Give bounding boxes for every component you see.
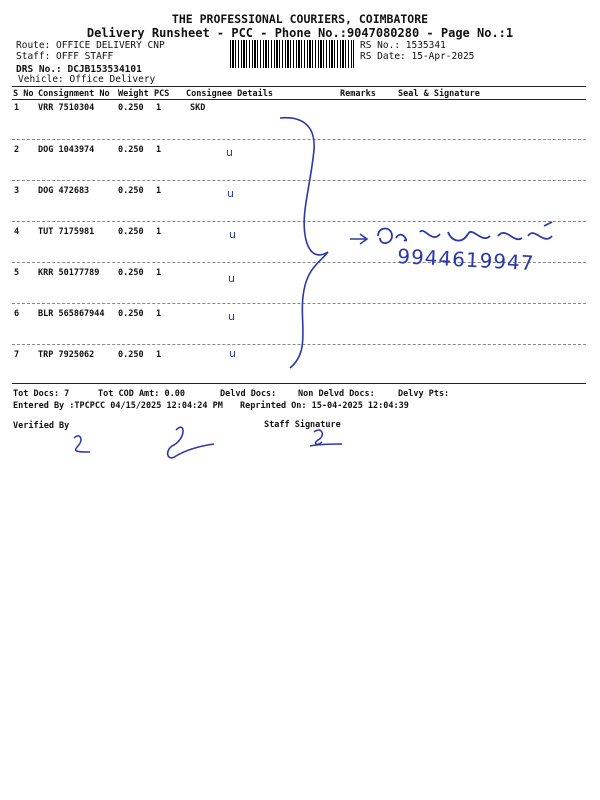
staff-signature-label: Staff Signature bbox=[264, 420, 341, 430]
row-consignment: TUT 7175981 bbox=[38, 227, 95, 237]
tot-docs: Tot Docs: 7 bbox=[13, 389, 70, 399]
runsheet-subtitle: Delivery Runsheet - PCC - Phone No.:9047080280 - Page No.:1 bbox=[86, 26, 514, 40]
row-consignment: DOG 472683 bbox=[38, 186, 90, 196]
non-delvd-docs: Non Delvd Docs: bbox=[298, 389, 375, 399]
name-scribble bbox=[378, 222, 552, 243]
ditto-mark: u bbox=[229, 228, 236, 241]
col-consignee: Consignee Details bbox=[186, 89, 273, 99]
company-title: THE PROFESSIONAL COURIERS, COIMBATORE bbox=[171, 12, 429, 26]
row-sno: 6 bbox=[14, 309, 20, 319]
staff-label: Staff: OFFF STAFF bbox=[16, 51, 114, 62]
row-sno: 3 bbox=[14, 186, 20, 196]
row-sno: 1 bbox=[14, 103, 20, 113]
col-pcs: PCS bbox=[154, 89, 170, 99]
delvd-docs: Delvd Docs: bbox=[220, 389, 277, 399]
ditto-mark: u bbox=[228, 272, 235, 285]
rs-number: RS No.: 1535341 bbox=[360, 40, 446, 51]
row-consignment: TRP 7925062 bbox=[38, 350, 95, 360]
vehicle-label: Vehicle: Office Delivery bbox=[18, 74, 156, 85]
entered-by: Entered By :TPCPCC 04/15/2025 12:04:24 PM bbox=[13, 401, 223, 411]
row-weight: 0.250 bbox=[118, 268, 144, 278]
row-weight: 0.250 bbox=[118, 309, 144, 319]
row-pcs: 1 bbox=[156, 186, 162, 196]
col-sno: S No bbox=[13, 89, 34, 99]
col-weight: Weight bbox=[118, 89, 149, 99]
ditto-mark: u bbox=[229, 347, 236, 360]
reprinted-on: Reprinted On: 15-04-2025 12:04:39 bbox=[240, 401, 409, 411]
row-consignment: KRR 50177789 bbox=[38, 268, 100, 278]
row-consignment: DOG 1043974 bbox=[38, 145, 95, 155]
col-seal-signature: Seal & Signature bbox=[398, 89, 480, 99]
staff-signature-mark bbox=[310, 430, 342, 446]
drs-number: DRS No.: DCJB153534101 bbox=[16, 64, 142, 75]
row-pcs: 1 bbox=[156, 268, 162, 278]
row-consignee: SKD bbox=[190, 103, 206, 113]
brace-mark bbox=[280, 118, 328, 368]
tot-cod-amount: Tot COD Amt: 0.00 bbox=[98, 389, 185, 399]
ditto-mark: u bbox=[226, 146, 233, 159]
row-sno: 5 bbox=[14, 268, 20, 278]
rs-date: RS Date: 15-Apr-2025 bbox=[360, 51, 475, 62]
row-sno: 4 bbox=[14, 227, 20, 237]
row-weight: 0.250 bbox=[118, 227, 144, 237]
row-pcs: 1 bbox=[156, 227, 162, 237]
row-weight: 0.250 bbox=[118, 350, 144, 360]
row-weight: 0.250 bbox=[118, 186, 144, 196]
row-sno: 2 bbox=[14, 145, 20, 155]
col-consignment: Consignment No bbox=[38, 89, 110, 99]
row-consignment: BLR 565867944 bbox=[38, 309, 105, 319]
ditto-mark: u bbox=[227, 187, 234, 200]
row-weight: 0.250 bbox=[118, 145, 144, 155]
row-pcs: 1 bbox=[156, 350, 162, 360]
delvy-pts: Delvy Pts: bbox=[398, 389, 450, 399]
verified-signature bbox=[74, 436, 90, 452]
row-consignment: VRR 7510304 bbox=[38, 103, 95, 113]
row-sno: 7 bbox=[14, 350, 20, 360]
arrow-mark bbox=[350, 234, 367, 244]
route-label: Route: OFFICE DELIVERY CNP bbox=[16, 40, 165, 51]
col-remarks: Remarks bbox=[340, 89, 376, 99]
verified-by-label: Verified By bbox=[13, 421, 70, 431]
row-weight: 0.250 bbox=[118, 103, 144, 113]
row-pcs: 1 bbox=[156, 103, 162, 113]
initials-signature bbox=[168, 427, 214, 458]
row-pcs: 1 bbox=[156, 145, 162, 155]
handwritten-phone: 9944619947 bbox=[396, 244, 536, 276]
ditto-mark: u bbox=[228, 310, 235, 323]
row-pcs: 1 bbox=[156, 309, 162, 319]
